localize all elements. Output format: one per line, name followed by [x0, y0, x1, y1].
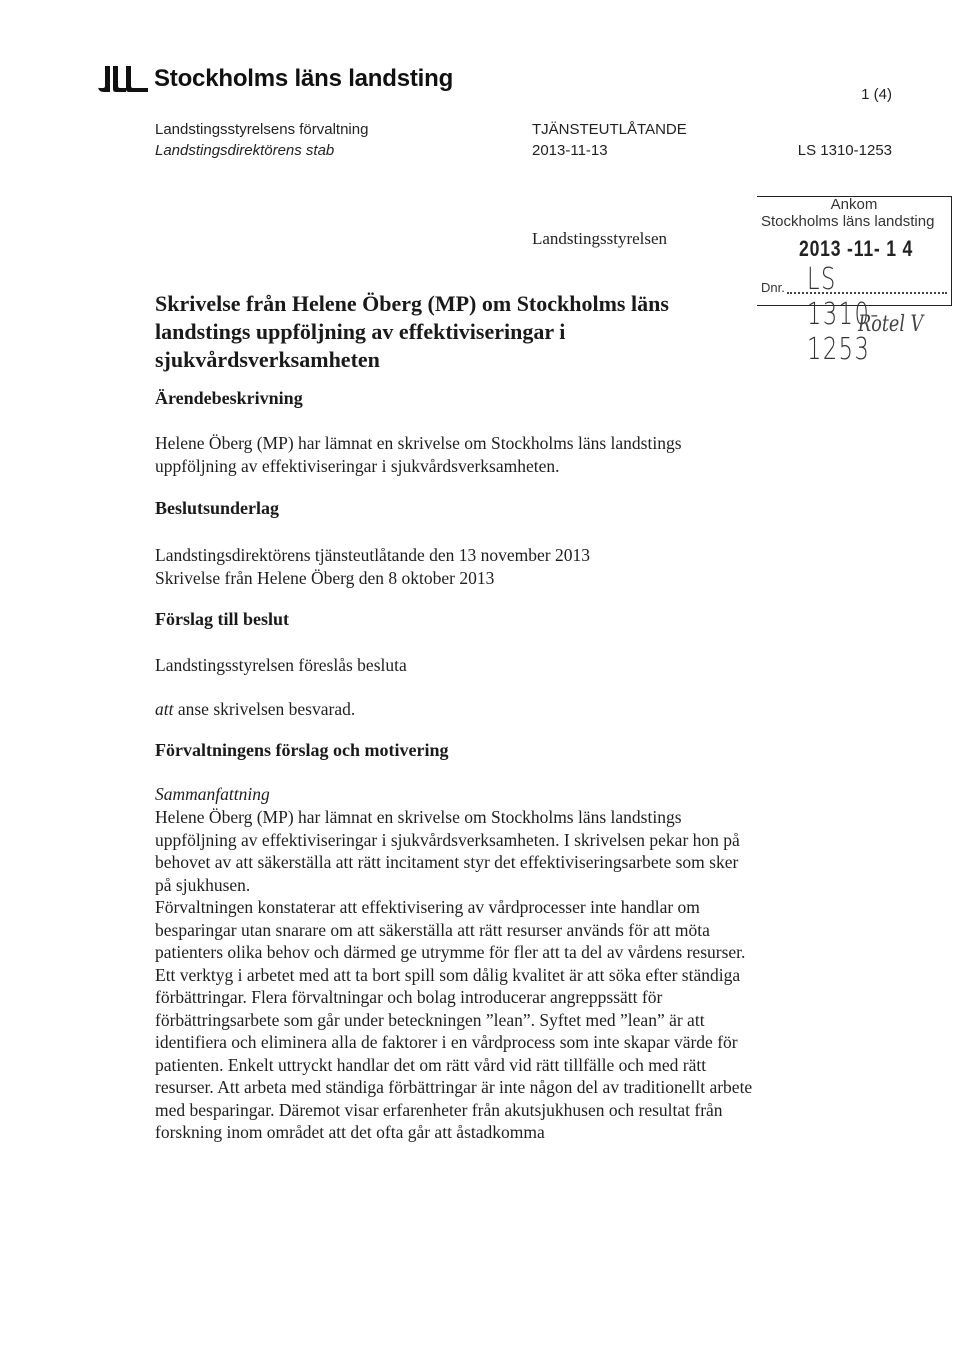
unit: Landstingsdirektörens stab — [155, 142, 335, 159]
att-word: att — [155, 699, 174, 719]
section-heading-arendebeskrivning: Ärendebeskrivning — [155, 388, 303, 408]
handwritten-note: Rotel V — [858, 312, 924, 337]
stamp-title: Ankom — [830, 196, 878, 213]
document-date: 2013-11-13 — [532, 142, 608, 159]
recipient: Landstingsstyrelsen — [532, 229, 668, 248]
section-heading-forslag: Förslag till beslut — [155, 609, 289, 629]
stamp-organization: Stockholms läns landsting — [761, 213, 935, 230]
beslutsunderlag-list — [155, 544, 755, 589]
decision-text: anse skrivelsen besvarad. — [173, 699, 356, 719]
paragraph: Helene Öberg (MP) har lämnat en skrivelse om Stockholms läns landstings uppföljning av effektiviseringar i sjukvårdsverksamheten. I skrivelsen pekar hon på behovet av att säkerställa att rätt incitament styr det effektiviseringsarbete som sker på sjukhusen. — [155, 807, 740, 895]
forslag-decision — [155, 698, 755, 721]
document-info — [532, 119, 687, 161]
reference-number: LS 1310-1253 — [797, 142, 892, 159]
section-heading-beslutsunderlag: Beslutsunderlag — [155, 498, 280, 518]
logo — [96, 62, 453, 96]
sender-block — [155, 119, 368, 161]
sll-logo-icon — [96, 62, 150, 96]
document-title: Skrivelse från Helene Öberg (MP) om Stockholms läns landstings uppföljning av effektiviseringar i sjukvårdsverksamheten — [155, 291, 669, 372]
beslutsunderlag-item: Skrivelse från Helene Öberg den 8 oktober 2013 — [155, 567, 495, 588]
organization-name: Stockholms läns landsting — [154, 65, 454, 92]
forslag-line: Landstingsstyrelsen föreslås besluta — [155, 655, 407, 675]
paragraph: Förvaltningen konstaterar att effektivisering av vårdprocesser inte handlar om besparingar utan snarare om att säkerställa att rätt resurser används för att möta patienters olika behov och därmed ge utrymme för fler att ta del av vårdens resurser. Ett verktyg i arbetet med att ta bort spill som dålig kvalitet är att söka efter ständiga förbättringar. Flera förvaltningar och bolag introducerar angreppssätt för förbättringsarbete som går under beteckningen ”lean”. Syftet med ”lean” är att identifiera och eliminera alla de faktorer i en vårdprocess som inte skapar värde för patienten. Enkelt uttryckt handlar det om rätt vård vid rätt tillfälle och med rätt resurser. Att arbeta med ständiga förbättringar är inte någon del av traditionellt arbete med besparingar. Däremot visar erfarenheter från akutsjukhusen och resultat från forskning inom området att det ofta går att åstadkomma — [155, 897, 753, 1142]
beslutsunderlag-item: Landstingsdirektörens tjänsteutlåtande den 13 november 2013 — [155, 545, 590, 565]
stamp-dotted-line — [787, 292, 947, 294]
subheading-sammanfattning: Sammanfattning — [155, 784, 270, 804]
department: Landstingsstyrelsens förvaltning — [155, 121, 369, 138]
document-type: TJÄNSTEUTLÅTANDE — [532, 121, 687, 138]
page-number: 1 (4) — [861, 86, 892, 103]
stamp-date: 2013 -11- 1 4 — [799, 236, 914, 261]
motivering-body — [155, 806, 755, 1144]
arende-text: Helene Öberg (MP) har lämnat en skrivelse om Stockholms läns landstings uppföljning av effektiviseringar i sjukvårdsverksamheten. — [155, 433, 682, 476]
handwritten-dnr: LS 1310-1253 — [807, 262, 880, 367]
stamp-dnr-label: Dnr. — [761, 280, 785, 295]
section-heading-motivering: Förvaltningens förslag och motivering — [155, 740, 449, 760]
received-stamp — [757, 196, 953, 367]
